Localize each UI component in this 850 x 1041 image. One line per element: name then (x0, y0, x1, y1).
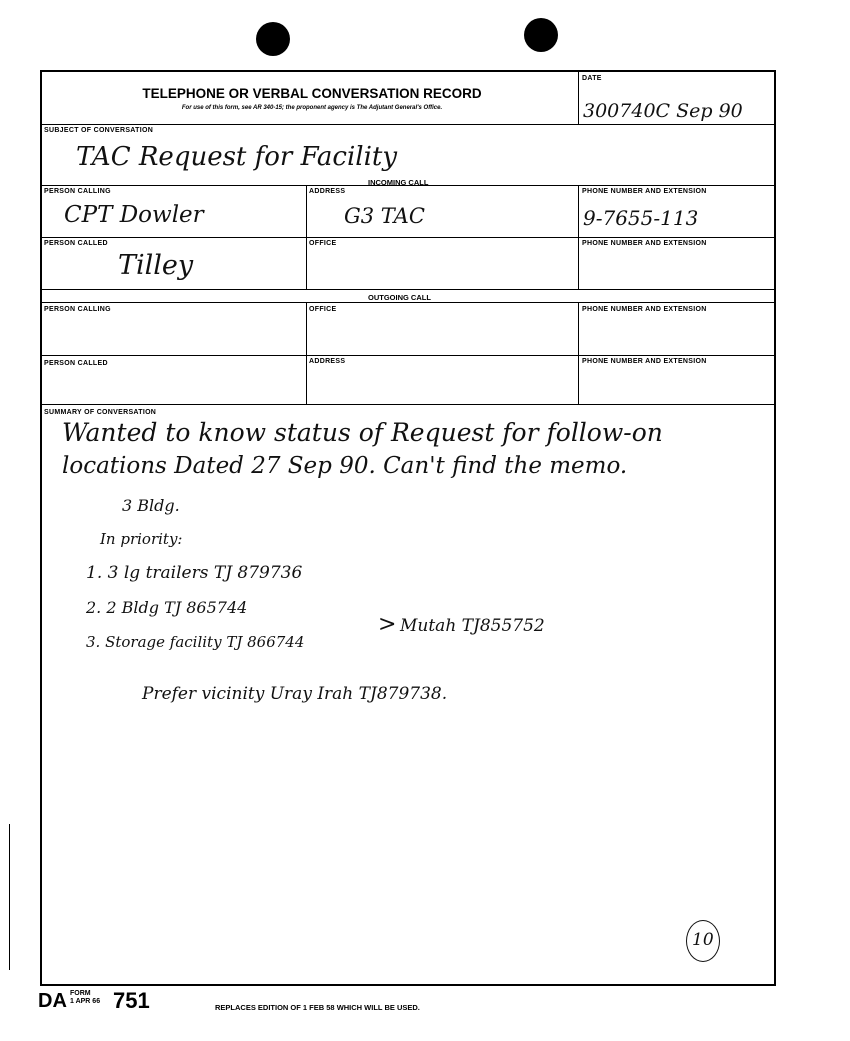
divider (42, 404, 774, 405)
incoming-address-value: G3 TAC (344, 204, 425, 228)
divider (42, 237, 774, 238)
footer-form-number: 751 (113, 988, 150, 1013)
margin-mark (9, 824, 10, 970)
footer-form-date: 1 APR 66 (70, 998, 101, 1005)
subject-label: SUBJECT OF CONVERSATION (44, 127, 154, 134)
form-subtitle: For use of this form, see AR 340-15; the proponent agency is The Adjutant General's Office. (181, 105, 443, 111)
summary-line: Wanted to know status of Request for follow-on (62, 418, 663, 447)
incoming-called-phone-label: PHONE NUMBER AND EXTENSION (582, 240, 707, 247)
summary-line: 2. 2 Bldg TJ 865744 (86, 598, 248, 617)
footer-da: DA (38, 990, 67, 1012)
form-title: TELEPHONE OR VERBAL CONVERSATION RECORD (142, 86, 482, 101)
summary-line: 3. Storage facility TJ 866744 (86, 633, 305, 651)
date-value: 300740C Sep 90 (583, 100, 743, 122)
summary-line: locations Dated 27 Sep 90. Can't find the memo. (62, 453, 628, 479)
page-number: 10 (692, 930, 714, 950)
summary-line: In priority: (100, 530, 183, 548)
footer-form-word: FORM (70, 990, 91, 997)
footer-form-block (70, 990, 100, 1006)
footer-replaces-note: REPLACES EDITION OF 1 FEB 58 WHICH WILL BE USED. (215, 1003, 420, 1012)
summary-line: Mutah TJ855752 (400, 616, 545, 636)
summary-label: SUMMARY OF CONVERSATION (44, 409, 157, 416)
punch-hole-right (524, 18, 558, 52)
summary-line: 1. 3 lg trailers TJ 879736 (86, 563, 303, 583)
outgoing-call-header: OUTGOING CALL (368, 293, 431, 302)
date-label: DATE (582, 75, 602, 82)
subject-value: TAC Request for Facility (76, 142, 398, 172)
summary-line: Prefer vicinity Uray Irah TJ879738. (142, 684, 448, 704)
incoming-office-label: OFFICE (309, 240, 337, 247)
incoming-call-header: INCOMING CALL (368, 178, 429, 187)
divider (578, 302, 579, 404)
outgoing-person-called-label: PERSON CALLED (44, 360, 108, 367)
conversation-record-form (40, 70, 776, 986)
divider (42, 355, 774, 356)
summary-line: 3 Bldg. (122, 496, 180, 515)
incoming-person-calling-label: PERSON CALLING (44, 188, 111, 195)
incoming-person-called-value: Tilley (118, 250, 194, 281)
divider (42, 289, 774, 290)
divider (42, 124, 774, 125)
incoming-address-label: ADDRESS (309, 188, 346, 195)
outgoing-phone-label: PHONE NUMBER AND EXTENSION (582, 306, 707, 313)
incoming-person-called-label: PERSON CALLED (44, 240, 108, 247)
incoming-person-calling-value: CPT Dowler (64, 202, 204, 228)
outgoing-office-label: OFFICE (309, 306, 337, 313)
divider (306, 302, 307, 404)
bracket-mark: > (378, 612, 397, 637)
divider (42, 302, 774, 303)
punch-hole-left (256, 22, 290, 56)
outgoing-called-phone-label: PHONE NUMBER AND EXTENSION (582, 358, 707, 365)
incoming-phone-label: PHONE NUMBER AND EXTENSION (582, 188, 707, 195)
outgoing-person-calling-label: PERSON CALLING (44, 306, 111, 313)
incoming-phone-value: 9-7655-113 (583, 206, 699, 230)
outgoing-address-label: ADDRESS (309, 358, 346, 365)
divider (578, 72, 579, 124)
